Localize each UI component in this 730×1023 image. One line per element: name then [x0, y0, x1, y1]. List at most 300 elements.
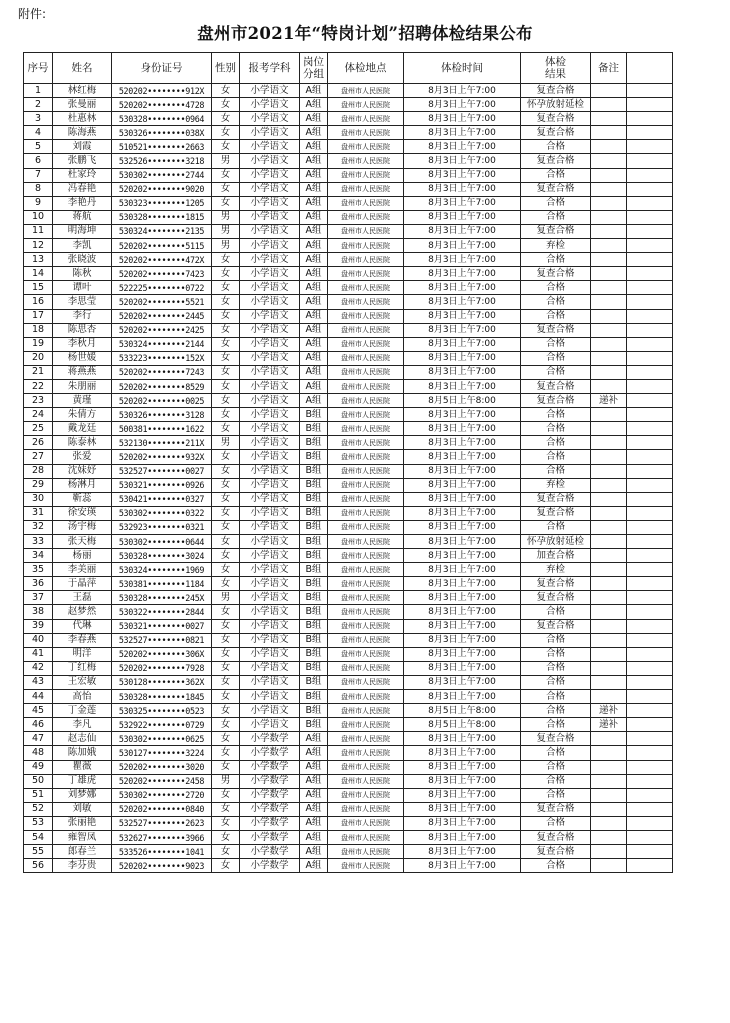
name-cell: 高怡: [53, 690, 112, 704]
gender-cell: 男: [212, 436, 240, 450]
note-cell: [591, 309, 627, 323]
table-row: [24, 675, 673, 689]
table-row: [24, 295, 673, 309]
name-cell: 代琳: [53, 619, 112, 633]
table-row: [24, 394, 673, 408]
result-cell: 复查合格: [521, 154, 591, 168]
gender-cell: 女: [212, 746, 240, 760]
gender-cell: 女: [212, 98, 240, 112]
group-cell: B组: [300, 661, 328, 675]
group-cell: A组: [300, 224, 328, 238]
time-cell: 8月3日上午7:00: [404, 563, 521, 577]
id-number-cell: 520202••••••••932X: [112, 450, 212, 464]
note-cell: [591, 746, 627, 760]
time-cell: 8月3日上午7:00: [404, 535, 521, 549]
table-row: [24, 845, 673, 859]
seq-cell: 48: [24, 746, 53, 760]
gender-cell: 女: [212, 492, 240, 506]
result-cell: 复查合格: [521, 619, 591, 633]
note-cell: [591, 506, 627, 520]
gender-cell: 女: [212, 182, 240, 196]
table-row: [24, 492, 673, 506]
id-number-cell: 530302••••••••0322: [112, 506, 212, 520]
note-cell: [591, 239, 627, 253]
subject-cell: 小学语文: [240, 351, 300, 365]
seq-cell: 3: [24, 112, 53, 126]
group-cell: A组: [300, 126, 328, 140]
blank-cell: [627, 506, 673, 520]
result-cell: 合格: [521, 718, 591, 732]
site-cell: 盘州市人民医院: [328, 365, 404, 379]
result-cell: 怀孕放射延检: [521, 98, 591, 112]
subject-cell: 小学语文: [240, 196, 300, 210]
id-number-cell: 530421••••••••0327: [112, 492, 212, 506]
name-cell: 冯春艳: [53, 182, 112, 196]
time-cell: 8月3日上午7:00: [404, 295, 521, 309]
seq-cell: 25: [24, 422, 53, 436]
name-cell: 杜家玲: [53, 168, 112, 182]
table-row: [24, 520, 673, 534]
id-number-cell: 530322••••••••2844: [112, 605, 212, 619]
group-cell: A组: [300, 816, 328, 830]
group-cell: A组: [300, 746, 328, 760]
blank-cell: [627, 182, 673, 196]
note-cell: [591, 182, 627, 196]
group-cell: A组: [300, 112, 328, 126]
seq-cell: 18: [24, 323, 53, 337]
time-cell: 8月3日上午7:00: [404, 196, 521, 210]
subject-cell: 小学语文: [240, 182, 300, 196]
seq-cell: 4: [24, 126, 53, 140]
site-cell: 盘州市人民医院: [328, 281, 404, 295]
site-cell: 盘州市人民医院: [328, 337, 404, 351]
time-cell: 8月3日上午7:00: [404, 112, 521, 126]
table-row: [24, 788, 673, 802]
id-number-cell: 530324••••••••1969: [112, 563, 212, 577]
gender-cell: 女: [212, 379, 240, 393]
seq-cell: 34: [24, 549, 53, 563]
subject-cell: 小学语文: [240, 112, 300, 126]
result-cell: 复查合格: [521, 802, 591, 816]
seq-cell: 23: [24, 394, 53, 408]
gender-cell: 女: [212, 84, 240, 98]
id-number-cell: 520202••••••••306X: [112, 647, 212, 661]
group-cell: B组: [300, 506, 328, 520]
site-cell: 盘州市人民医院: [328, 112, 404, 126]
site-cell: 盘州市人民医院: [328, 577, 404, 591]
gender-cell: 女: [212, 577, 240, 591]
id-number-cell: 530328••••••••0964: [112, 112, 212, 126]
blank-cell: [627, 394, 673, 408]
name-cell: 王宏敏: [53, 675, 112, 689]
result-cell: 复查合格: [521, 126, 591, 140]
table-row: [24, 450, 673, 464]
name-cell: 陈海燕: [53, 126, 112, 140]
header-subject: 报考学科: [240, 53, 300, 84]
blank-cell: [627, 535, 673, 549]
id-number-cell: 520202••••••••912X: [112, 84, 212, 98]
seq-cell: 14: [24, 267, 53, 281]
id-number-cell: 530328••••••••3024: [112, 549, 212, 563]
group-cell: A组: [300, 267, 328, 281]
site-cell: 盘州市人民医院: [328, 98, 404, 112]
id-number-cell: 530381••••••••1184: [112, 577, 212, 591]
note-cell: 递补: [591, 718, 627, 732]
blank-cell: [627, 633, 673, 647]
group-cell: A组: [300, 281, 328, 295]
result-cell: 合格: [521, 140, 591, 154]
name-cell: 郎春兰: [53, 845, 112, 859]
name-cell: 谭叶: [53, 281, 112, 295]
id-number-cell: 520202••••••••2458: [112, 774, 212, 788]
note-cell: [591, 802, 627, 816]
group-cell: A组: [300, 84, 328, 98]
time-cell: 8月3日上午7:00: [404, 577, 521, 591]
seq-cell: 47: [24, 732, 53, 746]
result-cell: 合格: [521, 661, 591, 675]
header-note: 备注: [591, 53, 627, 84]
table-row: [24, 802, 673, 816]
id-number-cell: 532527••••••••2623: [112, 816, 212, 830]
time-cell: 8月3日上午7:00: [404, 253, 521, 267]
name-cell: 李思莹: [53, 295, 112, 309]
result-cell: 合格: [521, 788, 591, 802]
result-cell: 复查合格: [521, 323, 591, 337]
result-cell: 复查合格: [521, 394, 591, 408]
table-row: [24, 774, 673, 788]
blank-cell: [627, 746, 673, 760]
name-cell: 王磊: [53, 591, 112, 605]
blank-cell: [627, 267, 673, 281]
blank-cell: [627, 281, 673, 295]
subject-cell: 小学语文: [240, 422, 300, 436]
id-number-cell: 520202••••••••5115: [112, 239, 212, 253]
blank-cell: [627, 210, 673, 224]
blank-cell: [627, 647, 673, 661]
table-row: [24, 830, 673, 844]
gender-cell: 男: [212, 154, 240, 168]
note-cell: [591, 436, 627, 450]
note-cell: [591, 422, 627, 436]
name-cell: 明洋: [53, 647, 112, 661]
seq-cell: 29: [24, 478, 53, 492]
site-cell: 盘州市人民医院: [328, 802, 404, 816]
table-row: [24, 408, 673, 422]
note-cell: [591, 281, 627, 295]
note-cell: [591, 591, 627, 605]
result-cell: 弃检: [521, 478, 591, 492]
result-cell: 复查合格: [521, 224, 591, 238]
subject-cell: 小学语文: [240, 140, 300, 154]
blank-cell: [627, 788, 673, 802]
table-row: [24, 704, 673, 718]
result-cell: 合格: [521, 520, 591, 534]
name-cell: 杜惠林: [53, 112, 112, 126]
result-cell: 合格: [521, 647, 591, 661]
name-cell: 陈秋: [53, 267, 112, 281]
time-cell: 8月3日上午7:00: [404, 281, 521, 295]
note-cell: [591, 859, 627, 873]
seq-cell: 21: [24, 365, 53, 379]
name-cell: 陈思杏: [53, 323, 112, 337]
result-cell: 复查合格: [521, 112, 591, 126]
name-cell: 陈加娥: [53, 746, 112, 760]
name-cell: 丁红梅: [53, 661, 112, 675]
site-cell: 盘州市人民医院: [328, 464, 404, 478]
table-row: [24, 718, 673, 732]
subject-cell: 小学语文: [240, 450, 300, 464]
result-cell: 合格: [521, 704, 591, 718]
blank-cell: [627, 675, 673, 689]
seq-cell: 13: [24, 253, 53, 267]
subject-cell: 小学语文: [240, 675, 300, 689]
name-cell: 徐安瑛: [53, 506, 112, 520]
name-cell: 于晶萍: [53, 577, 112, 591]
table-row: [24, 746, 673, 760]
table-row: [24, 267, 673, 281]
time-cell: 8月3日上午7:00: [404, 788, 521, 802]
blank-cell: [627, 323, 673, 337]
blank-cell: [627, 408, 673, 422]
site-cell: 盘州市人民医院: [328, 168, 404, 182]
subject-cell: 小学语文: [240, 605, 300, 619]
note-cell: 递补: [591, 704, 627, 718]
subject-cell: 小学数学: [240, 774, 300, 788]
site-cell: 盘州市人民医院: [328, 619, 404, 633]
subject-cell: 小学语文: [240, 168, 300, 182]
results-table: [23, 52, 673, 873]
subject-cell: 小学语文: [240, 267, 300, 281]
gender-cell: 女: [212, 675, 240, 689]
blank-cell: [627, 549, 673, 563]
blank-cell: [627, 492, 673, 506]
seq-cell: 44: [24, 690, 53, 704]
id-number-cell: 520202••••••••0025: [112, 394, 212, 408]
group-cell: A组: [300, 323, 328, 337]
group-cell: A组: [300, 239, 328, 253]
note-cell: [591, 520, 627, 534]
table-row: [24, 605, 673, 619]
site-cell: 盘州市人民医院: [328, 563, 404, 577]
gender-cell: 女: [212, 732, 240, 746]
name-cell: 戴龙廷: [53, 422, 112, 436]
seq-cell: 12: [24, 239, 53, 253]
seq-cell: 56: [24, 859, 53, 873]
gender-cell: 女: [212, 196, 240, 210]
site-cell: 盘州市人民医院: [328, 267, 404, 281]
site-cell: 盘州市人民医院: [328, 84, 404, 98]
page-title: 盘州市2021年“特岗计划”招聘体检结果公布: [197, 24, 533, 43]
seq-cell: 16: [24, 295, 53, 309]
name-cell: 李凡: [53, 718, 112, 732]
header-blank: [627, 53, 673, 84]
id-number-cell: 530323••••••••1205: [112, 196, 212, 210]
result-cell: 复查合格: [521, 591, 591, 605]
id-number-cell: 520202••••••••9023: [112, 859, 212, 873]
blank-cell: [627, 295, 673, 309]
group-cell: B组: [300, 577, 328, 591]
result-cell: 合格: [521, 859, 591, 873]
id-number-cell: 520202••••••••2425: [112, 323, 212, 337]
name-cell: 汤宇梅: [53, 520, 112, 534]
table-row: [24, 182, 673, 196]
table-row: [24, 732, 673, 746]
note-cell: [591, 732, 627, 746]
table-row: [24, 633, 673, 647]
result-cell: 弃检: [521, 563, 591, 577]
seq-cell: 1: [24, 84, 53, 98]
result-cell: 合格: [521, 309, 591, 323]
group-cell: B组: [300, 591, 328, 605]
subject-cell: 小学语文: [240, 690, 300, 704]
time-cell: 8月3日上午7:00: [404, 323, 521, 337]
blank-cell: [627, 126, 673, 140]
time-cell: 8月5日上午8:00: [404, 394, 521, 408]
id-number-cell: 520202••••••••7243: [112, 365, 212, 379]
site-cell: 盘州市人民医院: [328, 746, 404, 760]
note-cell: [591, 478, 627, 492]
subject-cell: 小学数学: [240, 816, 300, 830]
subject-cell: 小学语文: [240, 337, 300, 351]
attachment-label: 附件:: [18, 7, 47, 21]
seq-cell: 17: [24, 309, 53, 323]
group-cell: B组: [300, 436, 328, 450]
subject-cell: 小学语文: [240, 394, 300, 408]
subject-cell: 小学语文: [240, 661, 300, 675]
table-row: [24, 253, 673, 267]
time-cell: 8月3日上午7:00: [404, 210, 521, 224]
subject-cell: 小学语文: [240, 647, 300, 661]
name-cell: 赵志仙: [53, 732, 112, 746]
gender-cell: 女: [212, 535, 240, 549]
id-number-cell: 520202••••••••5521: [112, 295, 212, 309]
note-cell: [591, 196, 627, 210]
site-cell: 盘州市人民医院: [328, 830, 404, 844]
id-number-cell: 533223••••••••152X: [112, 351, 212, 365]
subject-cell: 小学语文: [240, 436, 300, 450]
note-cell: [591, 365, 627, 379]
table-row: [24, 661, 673, 675]
header-group: 岗位分组: [300, 53, 328, 84]
subject-cell: 小学数学: [240, 859, 300, 873]
result-cell: 合格: [521, 295, 591, 309]
gender-cell: 女: [212, 394, 240, 408]
site-cell: 盘州市人民医院: [328, 816, 404, 830]
gender-cell: 女: [212, 126, 240, 140]
result-cell: 复查合格: [521, 830, 591, 844]
subject-cell: 小学语文: [240, 492, 300, 506]
table-row: [24, 224, 673, 238]
group-cell: A组: [300, 774, 328, 788]
subject-cell: 小学语文: [240, 591, 300, 605]
time-cell: 8月3日上午7:00: [404, 239, 521, 253]
blank-cell: [627, 224, 673, 238]
note-cell: [591, 253, 627, 267]
group-cell: A组: [300, 98, 328, 112]
note-cell: 递补: [591, 394, 627, 408]
name-cell: 黄瑾: [53, 394, 112, 408]
gender-cell: 女: [212, 267, 240, 281]
blank-cell: [627, 436, 673, 450]
table-row: [24, 647, 673, 661]
blank-cell: [627, 830, 673, 844]
group-cell: A组: [300, 760, 328, 774]
table-row: [24, 337, 673, 351]
seq-cell: 35: [24, 563, 53, 577]
result-cell: 合格: [521, 253, 591, 267]
seq-cell: 31: [24, 506, 53, 520]
gender-cell: 女: [212, 690, 240, 704]
site-cell: 盘州市人民医院: [328, 647, 404, 661]
id-number-cell: 530302••••••••2744: [112, 168, 212, 182]
time-cell: 8月3日上午7:00: [404, 690, 521, 704]
subject-cell: 小学语文: [240, 239, 300, 253]
gender-cell: 男: [212, 239, 240, 253]
result-cell: 怀孕放射延检: [521, 535, 591, 549]
name-cell: 张丽艳: [53, 816, 112, 830]
site-cell: 盘州市人民医院: [328, 478, 404, 492]
seq-cell: 2: [24, 98, 53, 112]
site-cell: 盘州市人民医院: [328, 295, 404, 309]
site-cell: 盘州市人民医院: [328, 535, 404, 549]
table-row: [24, 323, 673, 337]
time-cell: 8月3日上午7:00: [404, 591, 521, 605]
subject-cell: 小学语文: [240, 718, 300, 732]
time-cell: 8月3日上午7:00: [404, 450, 521, 464]
result-cell: 弃检: [521, 239, 591, 253]
name-cell: 李芬贵: [53, 859, 112, 873]
group-cell: A组: [300, 210, 328, 224]
blank-cell: [627, 450, 673, 464]
gender-cell: 女: [212, 704, 240, 718]
seq-cell: 28: [24, 464, 53, 478]
site-cell: 盘州市人民医院: [328, 379, 404, 393]
seq-cell: 15: [24, 281, 53, 295]
group-cell: B组: [300, 605, 328, 619]
result-cell: 合格: [521, 464, 591, 478]
site-cell: 盘州市人民医院: [328, 394, 404, 408]
id-number-cell: 530302••••••••2720: [112, 788, 212, 802]
result-cell: 复查合格: [521, 84, 591, 98]
group-cell: A组: [300, 732, 328, 746]
name-cell: 瞿薇: [53, 760, 112, 774]
blank-cell: [627, 239, 673, 253]
header-site: 体检地点: [328, 53, 404, 84]
result-cell: 合格: [521, 633, 591, 647]
table-body: [24, 84, 673, 873]
table-row: [24, 436, 673, 450]
note-cell: [591, 267, 627, 281]
gender-cell: 男: [212, 210, 240, 224]
note-cell: [591, 464, 627, 478]
group-cell: A组: [300, 168, 328, 182]
result-cell: 复查合格: [521, 267, 591, 281]
note-cell: [591, 154, 627, 168]
group-cell: B组: [300, 633, 328, 647]
header-seq: 序号: [24, 53, 53, 84]
gender-cell: 女: [212, 140, 240, 154]
id-number-cell: 530302••••••••0644: [112, 535, 212, 549]
table-row: [24, 168, 673, 182]
group-cell: B组: [300, 464, 328, 478]
note-cell: [591, 408, 627, 422]
site-cell: 盘州市人民医院: [328, 408, 404, 422]
time-cell: 8月3日上午7:00: [404, 182, 521, 196]
gender-cell: 女: [212, 619, 240, 633]
note-cell: [591, 647, 627, 661]
group-cell: B组: [300, 549, 328, 563]
name-cell: 明海坤: [53, 224, 112, 238]
